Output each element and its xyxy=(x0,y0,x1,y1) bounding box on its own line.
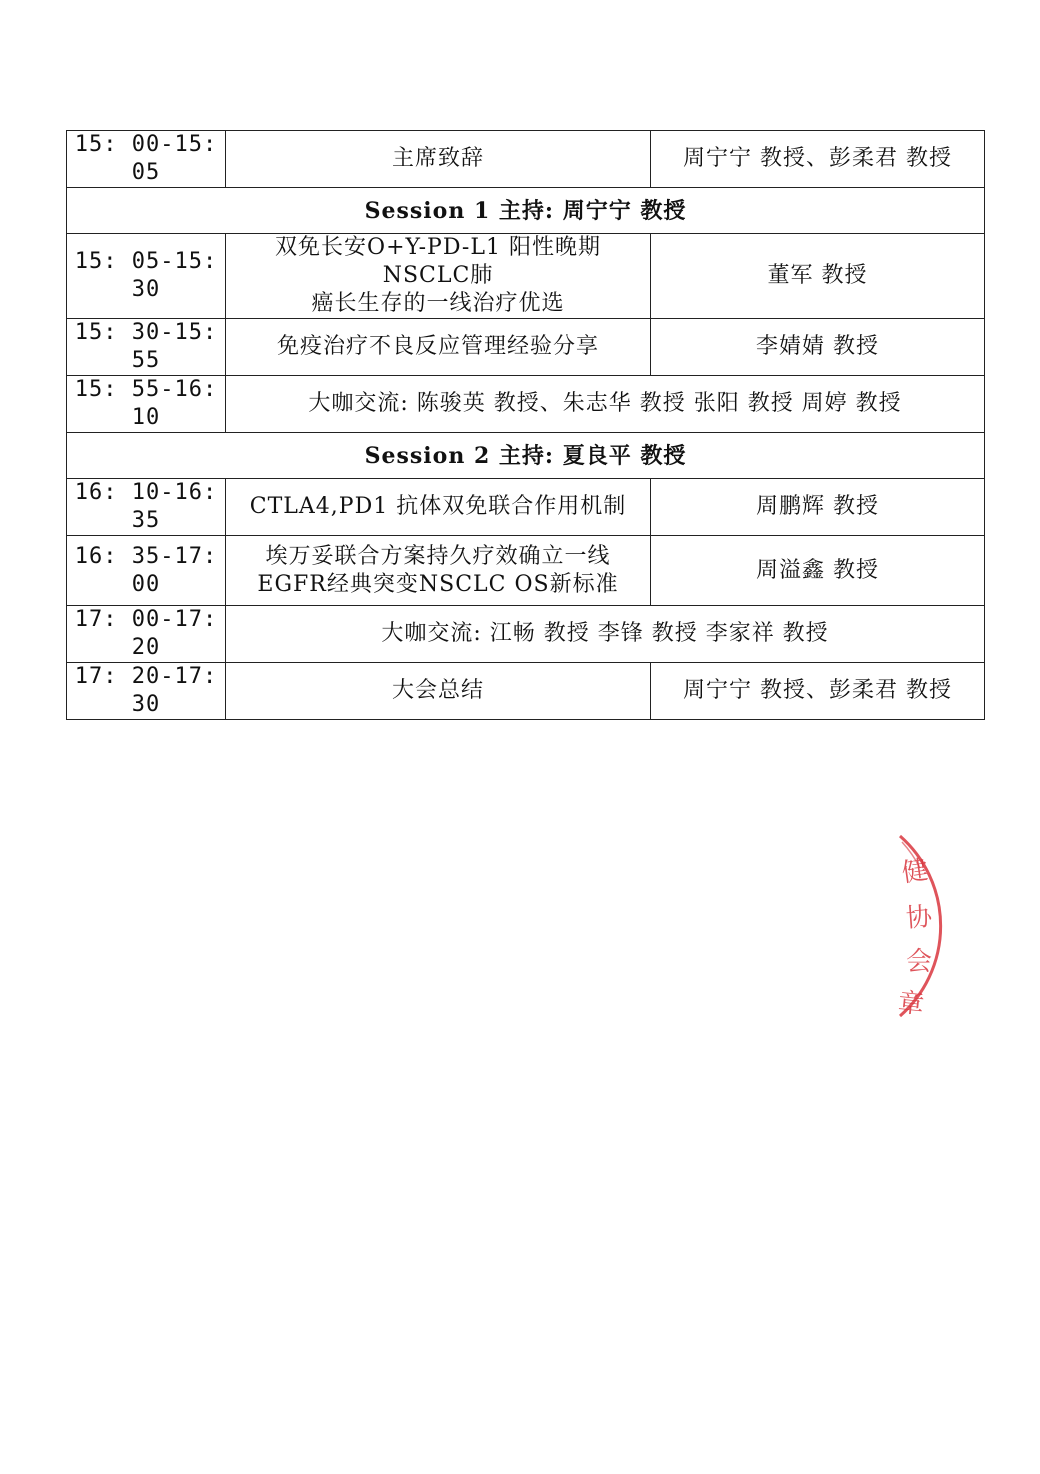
row-topic-line: 埃万妥联合方案持久疗效确立一线 xyxy=(265,543,611,569)
row-topic xyxy=(226,131,651,188)
agenda-row xyxy=(67,536,985,606)
agenda-row xyxy=(67,319,985,376)
agenda-row xyxy=(67,663,985,720)
svg-text:健: 健 xyxy=(900,855,930,889)
row-topic-line: 大会总结 xyxy=(391,678,484,703)
row-topic-line: 癌长生存的一线治疗优选 xyxy=(311,291,565,316)
row-time: 16: 35-17: 00 xyxy=(67,536,226,606)
agenda-row xyxy=(67,234,985,319)
row-time: 15: 05-15: 30 xyxy=(67,234,226,319)
discussion-row xyxy=(67,376,985,433)
row-topic-line: EGFR经典突变NSCLC OS新标准 xyxy=(257,571,619,597)
row-speaker: 董军 教授 xyxy=(651,234,985,319)
agenda-row xyxy=(67,131,985,188)
row-topic-line: 双免长安O+Y-PD-L1 阳性晚期NSCLC肺 xyxy=(275,235,601,288)
row-time: 15: 55-16: 10 xyxy=(67,376,226,433)
row-speaker: 周宁宁 教授、彭柔君 教授 xyxy=(651,131,985,188)
row-topic xyxy=(226,536,651,606)
session-header: Session 1 主持: 周宁宁 教授 xyxy=(67,188,985,234)
session-header: Session 2 主持: 夏良平 教授 xyxy=(67,433,985,479)
row-time: 15: 00-15: 05 xyxy=(67,131,226,188)
official-seal-stamp xyxy=(880,828,980,1028)
agenda-row xyxy=(67,479,985,536)
discussion-text: 大咖交流: 陈骏英 教授、朱志华 教授 张阳 教授 周婷 教授 xyxy=(226,376,985,433)
row-time: 15: 30-15: 55 xyxy=(67,319,226,376)
row-speaker: 周鹏辉 教授 xyxy=(651,479,985,536)
session-header-row xyxy=(67,188,985,234)
row-topic xyxy=(226,234,651,319)
row-topic-line: 免疫治疗不良反应管理经验分享 xyxy=(276,334,599,359)
row-topic xyxy=(226,663,651,720)
discussion-row xyxy=(67,606,985,663)
row-topic-line: CTLA4,PD1 抗体双免联合作用机制 xyxy=(249,494,627,519)
agenda-table xyxy=(66,130,985,720)
row-time: 16: 10-16: 35 xyxy=(67,479,226,536)
row-speaker: 周宁宁 教授、彭柔君 教授 xyxy=(651,663,985,720)
row-speaker: 周溢鑫 教授 xyxy=(651,536,985,606)
session-header-row xyxy=(67,433,985,479)
row-topic xyxy=(226,319,651,376)
row-speaker: 李婧婧 教授 xyxy=(651,319,985,376)
row-topic xyxy=(226,479,651,536)
discussion-text: 大咖交流: 江畅 教授 李锋 教授 李家祥 教授 xyxy=(226,606,985,663)
row-time: 17: 00-17: 20 xyxy=(67,606,226,663)
row-time: 17: 20-17: 30 xyxy=(67,663,226,720)
svg-text:章: 章 xyxy=(896,987,926,1021)
svg-text:会: 会 xyxy=(906,947,933,977)
row-topic-line: 主席致辞 xyxy=(391,146,484,171)
svg-text:协: 协 xyxy=(904,902,934,934)
